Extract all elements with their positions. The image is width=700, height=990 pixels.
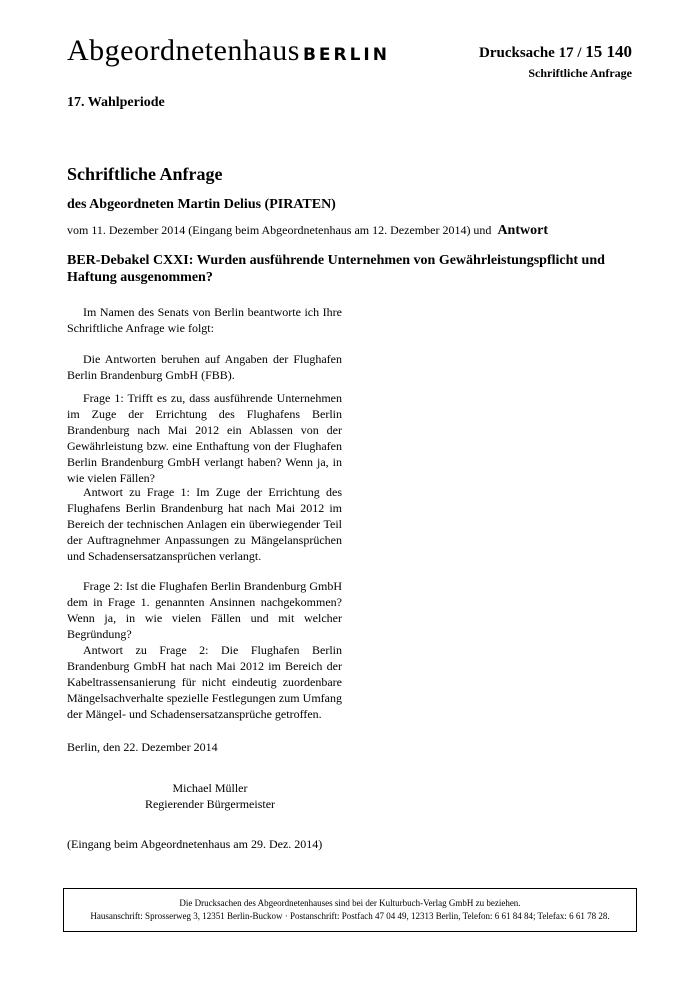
answer-label: Antwort xyxy=(497,223,548,238)
answer-2: Antwort zu Frage 2: Die Flughafen Berlin Brandenburg GmbH hat nach Mai 2012 im Bereich der Kabeltrassensanierung für nicht eindeutig zuordenbare Mängelsachverhalte spezielle Festlegungen zum Umfang der Mängel- und Schadensersatzansprüche getroffen. xyxy=(67,643,342,721)
signer-title: Regierender Bürgermeister xyxy=(144,797,276,811)
footer-box xyxy=(63,888,637,932)
answer-1: Antwort zu Frage 1: Im Zuge der Errichtung des Flughafens Berlin Brandenburg hat nach Mai 2012 im Bereich der technischen Anlagen ein überwiegender Teil der Auftragnehmer Anpassungen zu Mängelansprüchen und Schadensersatzansprüchen verlangt. xyxy=(67,485,342,563)
dates-text: vom 11. Dezember 2014 (Eingang beim Abgeordnetenhaus am 12. Dezember 2014) und xyxy=(67,223,492,237)
legislative-period: 17. Wahlperiode xyxy=(67,95,165,110)
logo-city-text: BERLIN xyxy=(302,45,390,65)
signer-name: Michael Müller xyxy=(172,781,248,795)
logo-main-text: Abgeordnetenhaus xyxy=(67,34,300,67)
inquiry-subject: BER-Debakel CXXI: Wurden ausführende Unternehmen von Gewährleistungspflicht und Haftung ausgenommen? xyxy=(67,253,605,285)
author-line: des Abgeordneten Martin Delius (PIRATEN) xyxy=(67,197,336,212)
signature-block xyxy=(140,780,280,812)
document-type: Schriftliche Anfrage xyxy=(528,66,632,80)
footer-line-1: Die Drucksachen des Abgeordnetenhauses sind bei der Kulturbuch-Verlag GmbH zu beziehen. xyxy=(179,898,521,908)
drucksache-prefix: Drucksache 17 / xyxy=(479,45,582,61)
parliament-logo xyxy=(67,34,390,68)
footer-line-2: Hausanschrift: Sprosserweg 3, 12351 Berlin-Buckow · Postanschrift: Postfach 47 04 49, 12313 Berlin, Telefon: 6 61 84 84; Telefax: 6 61 78 28. xyxy=(90,911,610,921)
drucksache-number xyxy=(479,42,632,62)
paragraph-intro: Im Namen des Senats von Berlin beantworte ich Ihre Schriftliche Anfrage wie folgt: xyxy=(67,305,342,335)
question-1: Frage 1: Trifft es zu, dass ausführende Unternehmen im Zuge der Errichtung des Flughafens Berlin Brandenburg nach Mai 2012 ein Ablassen von der Gewährleistung bzw. eine Enthaftung von der Flughafen Berlin Brandenburg GmbH verlangt haben? Wenn ja, in wie vielen Fällen? xyxy=(67,391,342,485)
received-note: (Eingang beim Abgeordnetenhaus am 29. Dez. 2014) xyxy=(67,837,323,851)
place-date: Berlin, den 22. Dezember 2014 xyxy=(67,740,218,754)
question-2: Frage 2: Ist die Flughafen Berlin Brandenburg GmbH dem in Frage 1. genannten Ansinnen nachgekommen? Wenn ja, in wie vielen Fällen und mit welcher Begründung? xyxy=(67,579,342,641)
dates-line xyxy=(67,223,548,239)
paragraph-source: Die Antworten beruhen auf Angaben der Flughafen Berlin Brandenburg GmbH (FBB). xyxy=(67,352,342,382)
drucksache-number-value: 15 140 xyxy=(585,42,632,61)
document-title: Schriftliche Anfrage xyxy=(67,164,223,184)
